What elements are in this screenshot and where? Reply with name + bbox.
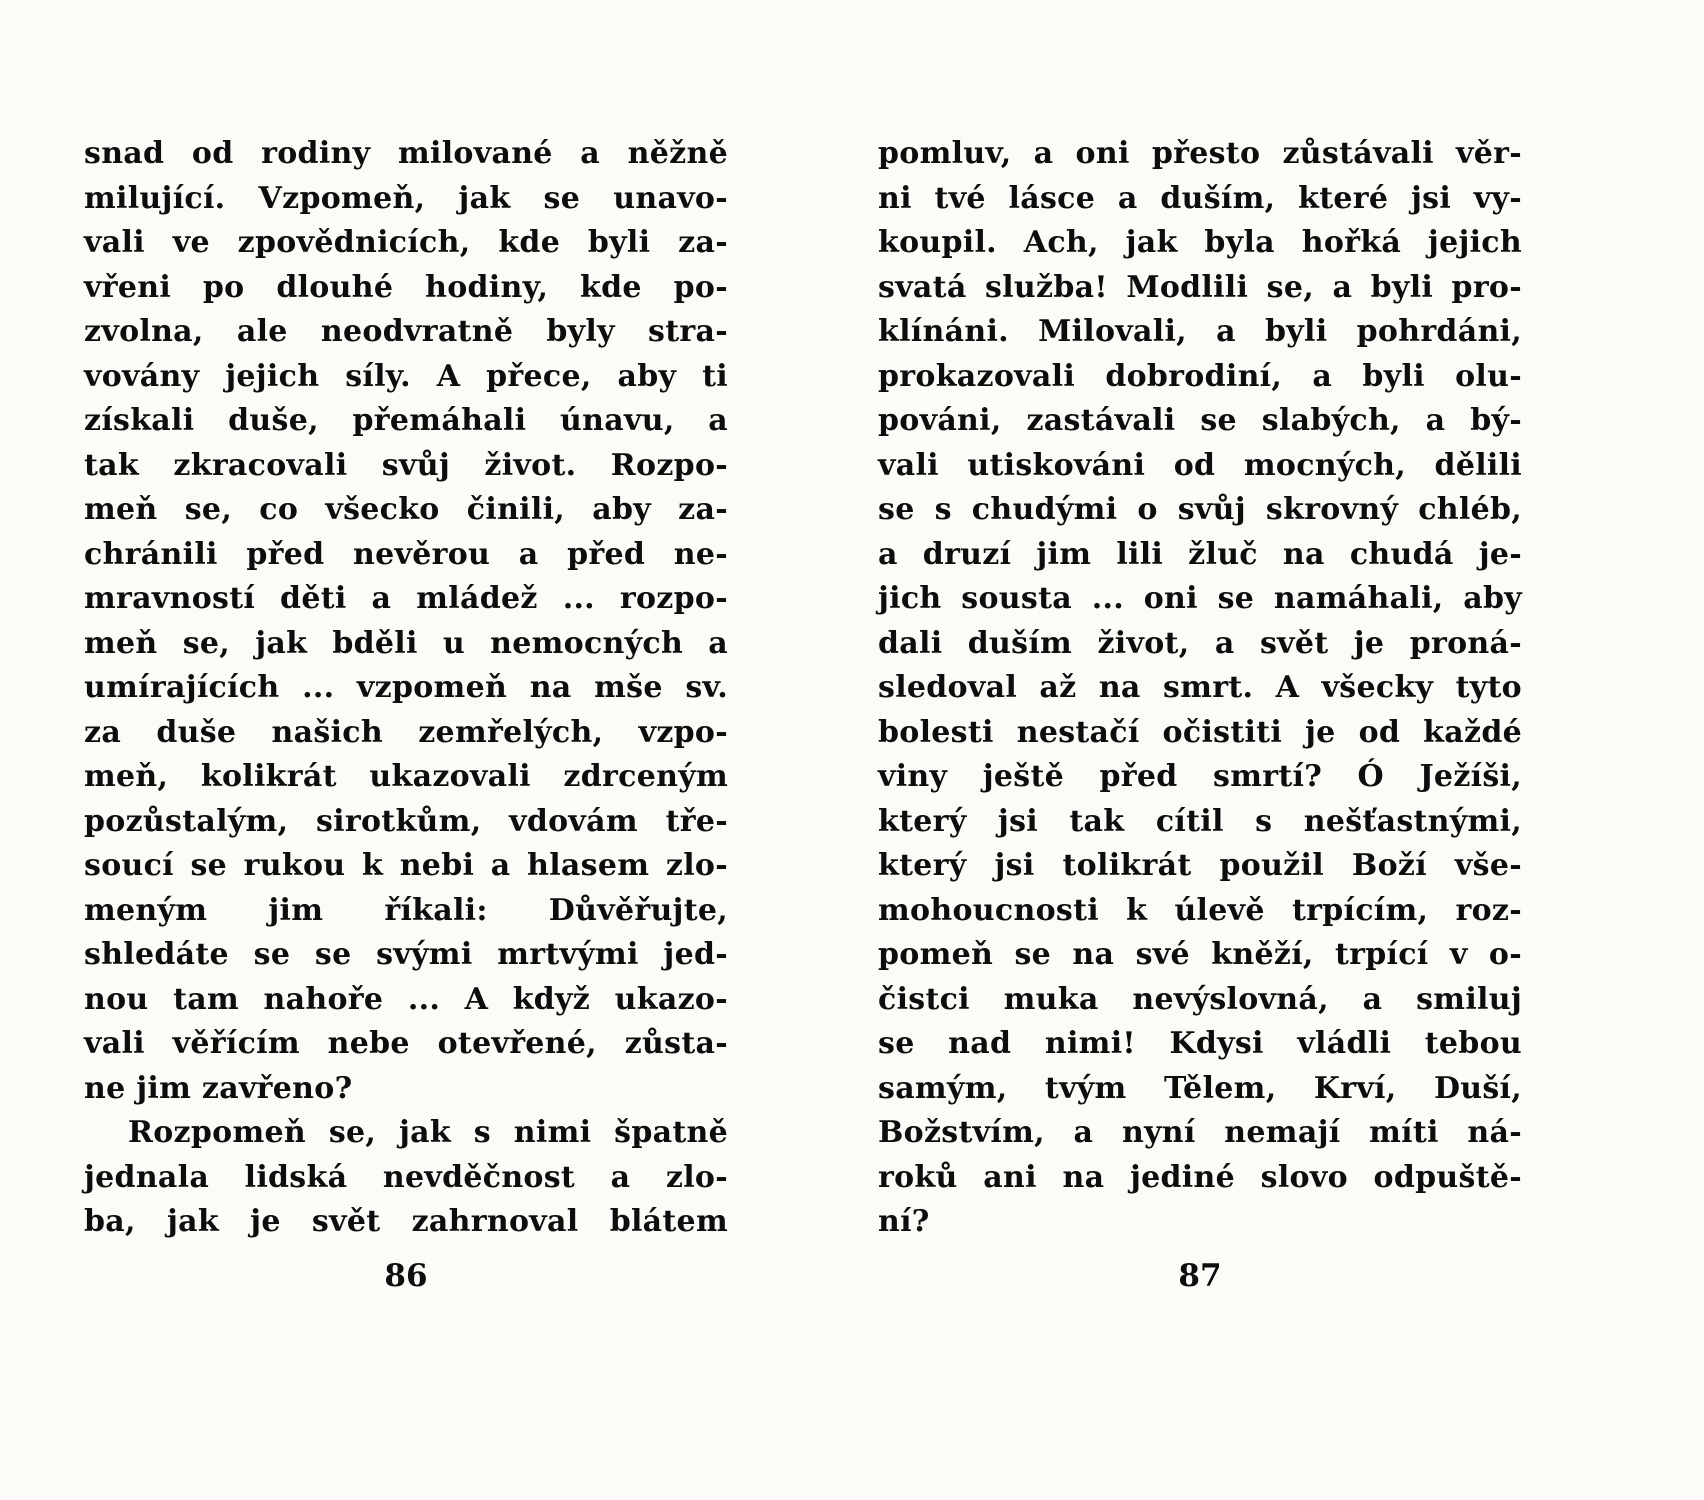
- text-line: vali věřícím nebe otevřené, zůsta-: [84, 1026, 728, 1061]
- text-line: nou tam nahoře ... A když ukazo-: [84, 981, 728, 1017]
- text-line: chránili před nevěrou a před ne-: [84, 536, 728, 572]
- text-line: bolesti nestačí očistiti je od každé: [878, 714, 1522, 750]
- text-line: samým, tvým Tělem, Krví, Duší,: [878, 1070, 1522, 1106]
- text-line: vovány jejich síly. A přece, aby ti: [84, 358, 728, 394]
- text-line: pomeň se na své kněží, trpící v o-: [878, 937, 1522, 972]
- text-line: jednala lidská nevděčnost a zlo-: [84, 1159, 728, 1195]
- text-line: snad od rodiny milované a něžně: [84, 136, 728, 171]
- text-line: mravností děti a mládež ... rozpo-: [84, 581, 728, 616]
- text-line: soucí se rukou k nebi a hlasem zlo-: [84, 848, 728, 883]
- left-text-column: [84, 132, 728, 1245]
- text-line: vali utiskováni od mocných, dělili: [878, 447, 1522, 483]
- text-line: který jsi tolikrát použil Boží vše-: [878, 848, 1522, 883]
- text-line: tak zkracovali svůj život. Rozpo-: [84, 447, 728, 483]
- text-line: viny ještě před smrtí? Ó Ježíši,: [878, 759, 1522, 794]
- text-line: pomluv, a oni přesto zůstávali věr-: [878, 136, 1522, 171]
- text-line: jich sousta ... oni se namáhali, aby: [878, 581, 1522, 616]
- text-line: meň se, co všecko činili, aby za-: [84, 492, 728, 527]
- text-line: svatá služba! Modlili se, a byli pro-: [878, 269, 1522, 305]
- text-line: umírajících ... vzpomeň na mše sv.: [84, 670, 728, 705]
- text-line: ba, jak je svět zahrnoval blátem: [84, 1204, 728, 1239]
- text-line: meň se, jak bděli u nemocných a: [84, 625, 728, 661]
- right-text-column: [878, 132, 1522, 1245]
- text-line: Božstvím, a nyní nemají míti ná-: [878, 1115, 1522, 1150]
- text-line: se nad nimi! Kdysi vládli tebou: [878, 1026, 1522, 1061]
- text-line: dali duším život, a svět je proná-: [878, 625, 1522, 661]
- text-line: získali duše, přemáhali únavu, a: [84, 403, 728, 438]
- text-line: milující. Vzpomeň, jak se unavo-: [84, 180, 728, 216]
- text-line: klínáni. Milovali, a byli pohrdáni,: [878, 314, 1522, 349]
- text-line: který jsi tak cítil s nešťastnými,: [878, 803, 1522, 839]
- text-line: prokazovali dobrodiní, a byli olu-: [878, 358, 1522, 394]
- text-line: a druzí jim lili žluč na chudá je-: [878, 536, 1522, 572]
- text-line: meň, kolikrát ukazovali zdrceným: [84, 759, 728, 794]
- left-page-number: 86: [384, 1258, 428, 1294]
- text-line: ní?: [878, 1204, 930, 1239]
- text-line: pováni, zastávali se slabých, a bý-: [878, 403, 1522, 438]
- text-line: vřeni po dlouhé hodiny, kde po-: [84, 269, 728, 305]
- text-line: mohoucnosti k úlevě trpícím, roz-: [878, 892, 1522, 928]
- text-line: se s chudými o svůj skrovný chléb,: [878, 492, 1522, 527]
- text-line: zvolna, ale neodvratně byly stra-: [84, 314, 728, 349]
- text-line: roků ani na jediné slovo odpuště-: [878, 1159, 1522, 1195]
- text-line: meným jim říkali: Důvěřujte,: [84, 892, 728, 928]
- text-line: vali ve zpovědnicích, kde byli za-: [84, 225, 728, 260]
- text-line: koupil. Ach, jak byla hořká jejich: [878, 225, 1522, 260]
- text-line: shledáte se se svými mrtvými jed-: [84, 937, 728, 972]
- text-line: Rozpomeň se, jak s nimi špatně: [128, 1115, 728, 1150]
- text-line: čistci muka nevýslovná, a smiluj: [878, 981, 1522, 1017]
- text-line: ni tvé lásce a duším, které jsi vy-: [878, 180, 1522, 216]
- right-page-number: 87: [1178, 1258, 1222, 1294]
- text-line: ne jim zavřeno?: [84, 1070, 353, 1106]
- text-line: sledoval až na smrt. A všecky tyto: [878, 670, 1522, 705]
- text-line: za duše našich zemřelých, vzpo-: [84, 714, 728, 750]
- text-line: pozůstalým, sirotkům, vdovám tře-: [84, 803, 728, 839]
